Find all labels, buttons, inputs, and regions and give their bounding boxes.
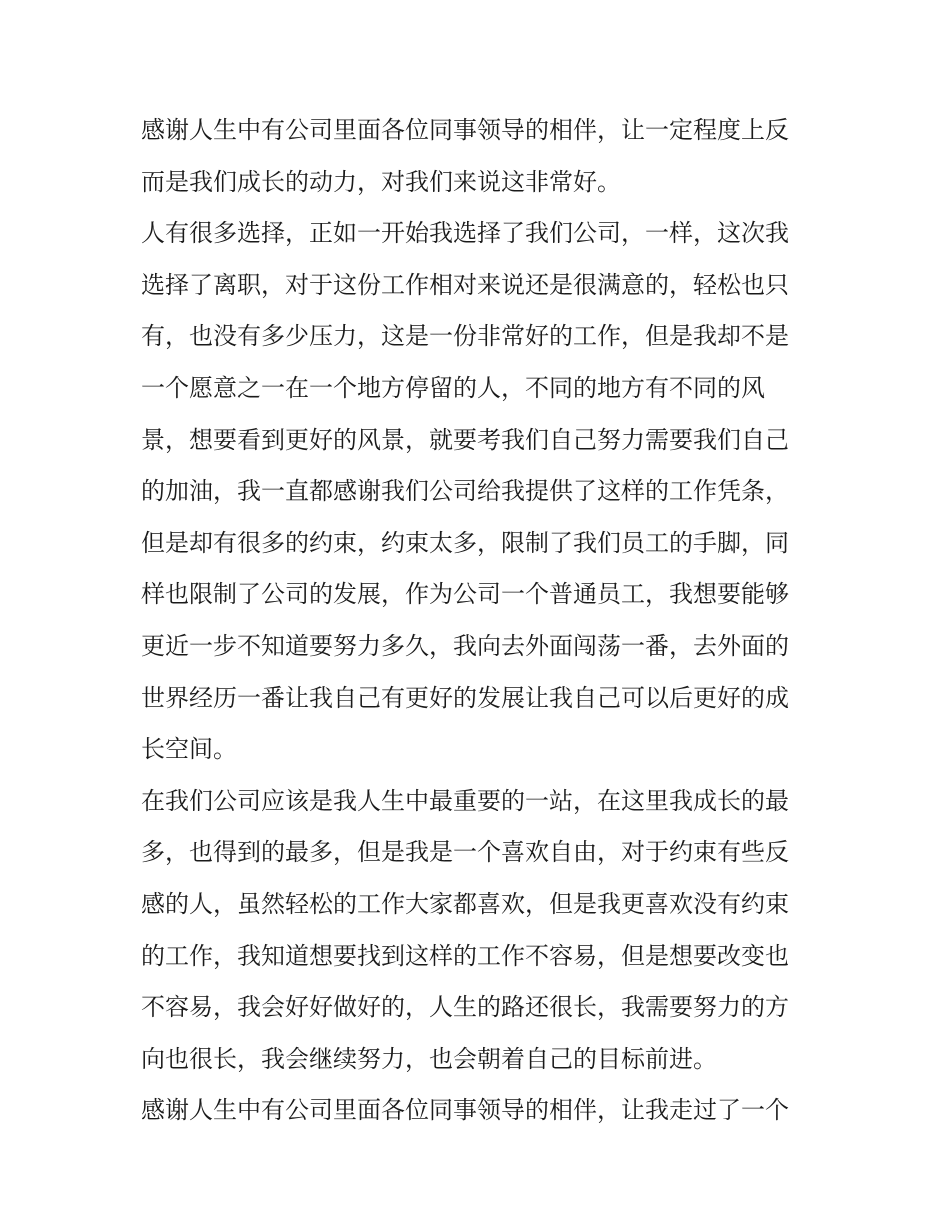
text-line: 一个愿意之一在一个地方停留的人，不同的地方有不同的风 (141, 373, 765, 402)
text-line: 人有很多选择，正如一开始我选择了我们公司，一样，这次我 (141, 219, 789, 248)
text-line: 更近一步不知道要努力多久，我向去外面闯荡一番，去外面的 (141, 631, 789, 660)
text-line: 有，也没有多少压力，这是一份非常好的工作，但是我却不是 (141, 322, 789, 351)
text-line: 向也很长，我会继续努力，也会朝着自己的目标前进。 (141, 1044, 717, 1073)
text-line: 但是却有很多的约束，约束太多，限制了我们员工的手脚，同 (141, 528, 789, 557)
text-line: 多，也得到的最多，但是我是一个喜欢自由，对于约束有些反 (141, 838, 789, 867)
text-line: 的加油，我一直都感谢我们公司给我提供了这样的工作凭条， (141, 477, 789, 506)
text-line: 不容易，我会好好做好的，人生的路还很长，我需要努力的方 (141, 993, 789, 1022)
text-line: 在我们公司应该是我人生中最重要的一站，在这里我成长的最 (141, 786, 789, 815)
text-line: 世界经历一番让我自己有更好的发展让我自己可以后更好的成 (141, 683, 789, 712)
text-line: 景，想要看到更好的风景，就要考我们自己努力需要我们自己 (141, 425, 789, 454)
body-text (141, 105, 821, 1137)
text-line: 选择了离职，对于这份工作相对来说还是很满意的，轻松也只 (141, 270, 789, 299)
text-line: 样也限制了公司的发展，作为公司一个普通员工，我想要能够 (141, 580, 789, 609)
text-line: 而是我们成长的动力，对我们来说这非常好。 (141, 167, 621, 196)
text-line: 的工作，我知道想要找到这样的工作不容易，但是想要改变也 (141, 941, 789, 970)
text-line: 感谢人生中有公司里面各位同事领导的相伴，让我走过了一个 (141, 1096, 789, 1125)
text-line: 长空间。 (141, 735, 237, 764)
text-line: 感谢人生中有公司里面各位同事领导的相伴，让一定程度上反 (141, 116, 789, 144)
text-line: 感的人，虽然轻松的工作大家都喜欢，但是我更喜欢没有约束 (141, 889, 789, 918)
